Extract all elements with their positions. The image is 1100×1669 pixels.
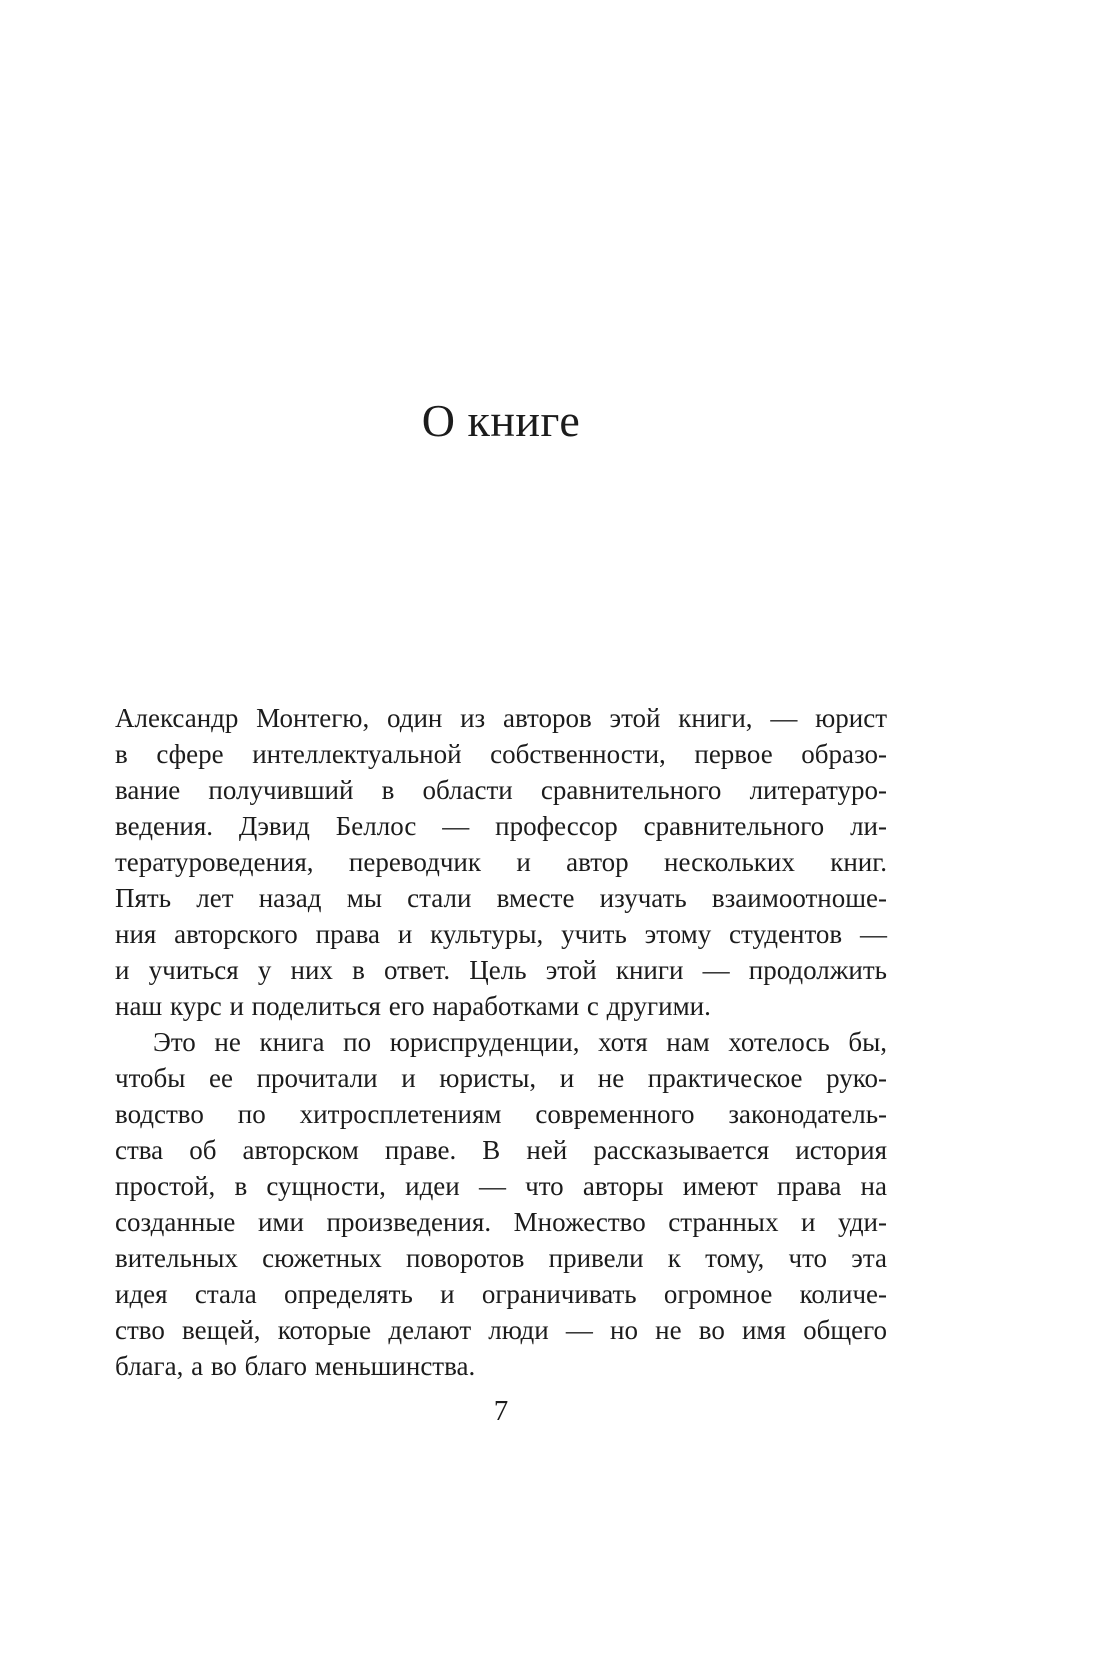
text-line: Александр Монтегю, один из авторов этой книги, — юрист xyxy=(115,703,887,733)
paragraph xyxy=(115,700,887,1024)
text-line: чтобы ее прочитали и юристы, и не практическое руко- xyxy=(115,1063,887,1093)
text-line: простой, в сущности, идеи — что авторы имеют права на xyxy=(115,1171,887,1201)
text-line: идея стала определять и ограничивать огромное количе- xyxy=(115,1279,887,1309)
text-line: в сфере интеллектуальной собственности, первое образо- xyxy=(115,739,887,769)
text-line: Пять лет назад мы стали вместе изучать взаимоотноше- xyxy=(115,883,887,913)
text-line: блага, а во благо меньшинства. xyxy=(115,1351,476,1381)
paragraph xyxy=(115,1024,887,1384)
text-line: Это не книга по юриспруденции, хотя нам хотелось бы, xyxy=(153,1027,887,1057)
text-line: созданные ими произведения. Множество странных и уди- xyxy=(115,1207,887,1237)
text-line: ния авторского права и культуры, учить этому студентов — xyxy=(115,919,887,949)
text-line: тературоведения, переводчик и автор нескольких книг. xyxy=(115,847,887,877)
text-line: вание получивший в области сравнительного литературо- xyxy=(115,775,887,805)
text-line: наш курс и поделиться его наработками с другими. xyxy=(115,991,711,1021)
page-content xyxy=(115,0,887,1428)
body-text xyxy=(115,700,887,1384)
text-line: водство по хитросплетениям современного законодатель- xyxy=(115,1099,887,1129)
text-line: и учиться у них в ответ. Цель этой книги — продолжить xyxy=(115,955,887,985)
page-title: О книге xyxy=(421,395,581,446)
text-line: ство вещей, которые делают люди — но не во имя общего xyxy=(115,1315,887,1345)
text-line: ства об авторском праве. В ней рассказывается история xyxy=(115,1135,887,1165)
text-line: вительных сюжетных поворотов привели к тому, что эта xyxy=(115,1243,887,1273)
page-number: 7 xyxy=(493,1395,509,1427)
text-line: ведения. Дэвид Беллос — профессор сравнительного ли- xyxy=(115,811,887,841)
